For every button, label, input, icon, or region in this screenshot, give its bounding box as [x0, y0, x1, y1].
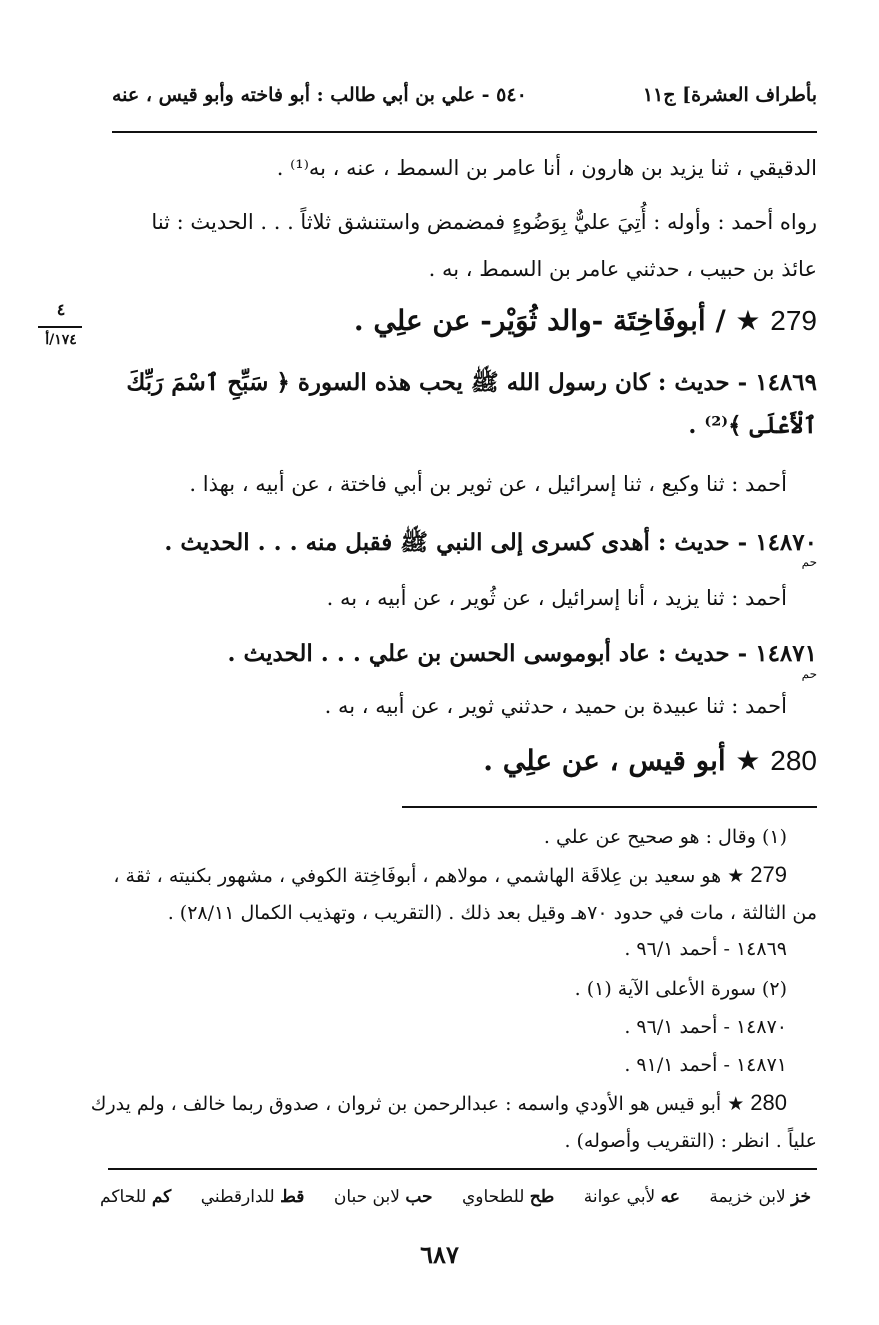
abbreviation-item	[462, 1187, 554, 1207]
footnote-2-line-3: ١٤٨٧١ - أحمد ٩١/١ .	[624, 1054, 787, 1076]
abbreviation-code: حب	[405, 1187, 433, 1207]
footnote-1: (١) وقال : هو صحيح عن علي .	[543, 826, 787, 848]
abbreviation-code: كم	[151, 1187, 172, 1207]
hadith-14869-line-2: ٱلْأَعْلَى ﴾⁽²⁾ .	[688, 412, 817, 439]
abbreviation-item	[100, 1187, 171, 1207]
footnote-2-line-2: ١٤٨٧٠ - أحمد ٩٦/١ .	[624, 1016, 787, 1038]
hm-mark: حم	[801, 555, 817, 569]
abbreviation-item	[201, 1187, 305, 1207]
chapter-280-heading	[108, 744, 817, 777]
footnote-number: 280	[750, 1090, 787, 1115]
abbreviation-item	[584, 1187, 680, 1207]
footnote-divider	[402, 806, 817, 808]
body-line-3: عائذ بن حبيب ، حدثني عامر بن السمط ، به .	[428, 257, 817, 281]
abbreviation-code: قط	[280, 1187, 305, 1207]
hadith-14869-line-1: ١٤٨٦٩ - حديث : كان رسول الله ﷺ يحب هذه السورة ﴿ سَبِّحِ ٱسْمَ رَبِّكَ	[126, 369, 817, 396]
abbreviation-code: خز	[791, 1187, 811, 1207]
abbreviation-item	[709, 1187, 811, 1207]
header-section-title: ٥٤٠ - علي بن أبي طالب : أبو فاخته وأبو قيس ، عنه	[112, 84, 527, 106]
footnote-2: (٢) سورة الأعلى الآية (١) .	[574, 978, 787, 1000]
footnote-280-line-2: علياً . انظر : (التقريب وأصوله) .	[564, 1130, 817, 1152]
footnote-279-line-2: من الثالثة ، مات في حدود ٧٠هـ وقيل بعد ذلك . (التقريب ، وتهذيب الكمال ٢٨/١١) .	[167, 902, 817, 924]
chapter-title: / أبوفَاخِتَة -والد ثُوَيْر- عن علِي .	[353, 304, 726, 337]
footnote-279-line-1	[108, 862, 787, 888]
abbreviations-legend	[100, 1187, 811, 1207]
footnote-text: أبو قيس هو الأودي واسمه : عبدالرحمن بن ثروان ، صدوق ربما خالف ، ولم يدرك	[90, 1093, 722, 1115]
header-divider	[112, 131, 817, 133]
page-number: ٦٨٧	[420, 1240, 459, 1269]
footnote-280-line-1	[90, 1090, 787, 1116]
star-icon: ★	[727, 865, 745, 887]
abbreviations-divider	[108, 1168, 817, 1170]
abbreviation-label: للحاكم	[100, 1187, 147, 1207]
abbreviation-label: لأبي عوانة	[583, 1187, 656, 1207]
star-icon: ★	[735, 744, 761, 777]
hm-mark: حم	[801, 667, 817, 681]
isnad-14870: أحمد : ثنا يزيد ، أنا إسرائيل ، عن ثُوير ، عن أبيه ، به .	[326, 586, 787, 610]
footnote-text: هو سعيد بن عِلاقَة الهاشمي ، مولاهم ، أبوفَاخِتة الكوفي ، مشهور بكنيته ، ثقة ،	[113, 865, 722, 887]
abbreviation-code: عه	[660, 1187, 680, 1207]
chapter-number: 280	[770, 745, 817, 776]
chapter-279-heading	[108, 304, 817, 337]
chapter-title: أبو قيس ، عن علِي .	[483, 744, 726, 777]
footnote-number: 279	[750, 862, 787, 887]
abbreviation-label: لابن خزيمة	[709, 1187, 786, 1207]
abbreviation-item	[334, 1187, 433, 1207]
body-line-2: رواه أحمد : وأوله : أُتِيَ عليٌّ بِوَضُوءٍ فمضمض واستنشق ثلاثاً . . . الحديث : ثنا	[151, 210, 817, 234]
star-icon: ★	[727, 1093, 745, 1115]
isnad-14869: أحمد : ثنا وكيع ، ثنا إسرائيل ، عن ثوير بن أبي فاختة ، عن أبيه ، بهذا .	[189, 472, 787, 496]
abbreviation-label: للطحاوي	[461, 1187, 525, 1207]
abbreviation-code: طح	[529, 1187, 555, 1207]
abbreviation-label: لابن حبان	[333, 1187, 400, 1207]
margin-note-top: ٤	[56, 300, 66, 319]
margin-note-divider	[38, 326, 82, 328]
body-line-1: الدقيقي ، ثنا يزيد بن هارون ، أنا عامر بن السمط ، عنه ، به⁽¹⁾ .	[276, 156, 817, 180]
abbreviation-label: للدارقطني	[200, 1187, 275, 1207]
hadith-14870: ١٤٨٧٠ - حديث : أهدى كسرى إلى النبي ﷺ فقبل منه . . . الحديث .	[164, 529, 817, 556]
chapter-number: 279	[770, 305, 817, 336]
running-header	[112, 84, 817, 118]
star-icon: ★	[735, 304, 761, 337]
header-volume: بأطراف العشرة] ج١١	[642, 84, 817, 106]
hadith-14871: ١٤٨٧١ - حديث : عاد أبوموسى الحسن بن علي . . . الحديث .	[227, 640, 817, 667]
isnad-14871: أحمد : ثنا عبيدة بن حميد ، حدثني ثوير ، عن أبيه ، به .	[324, 694, 787, 718]
margin-note-bottom: ١٧٤/أ	[45, 332, 77, 348]
footnote-279-line-3: ١٤٨٦٩ - أحمد ٩٦/١ .	[624, 938, 787, 960]
